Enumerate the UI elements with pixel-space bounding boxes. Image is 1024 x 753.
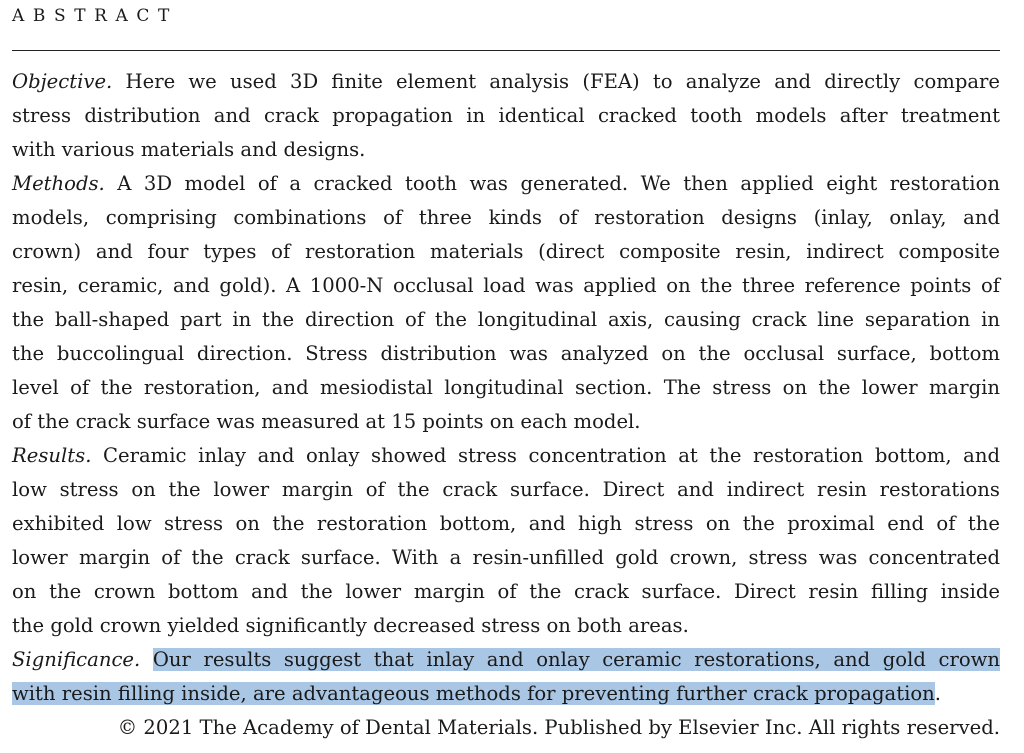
heading-divider [12, 50, 1000, 51]
text-line [12, 541, 1000, 575]
objective-line: stress distribution and crack propagation in identical cracked tooth models after treatment [12, 104, 1000, 127]
objective-line: with various materials and designs. [12, 138, 366, 161]
text-line [12, 371, 1000, 405]
abstract-heading: ABSTRACT [12, 6, 178, 26]
text-line [12, 575, 1000, 609]
text-line [12, 303, 1000, 337]
text-line [12, 99, 1000, 133]
methods-line: A 3D model of a cracked tooth was generated. We then applied eight restoration [117, 172, 1000, 195]
highlighted-text[interactable]: Our results suggest that inlay and onlay ceramic restorations, and gold crown [152, 648, 1001, 671]
methods-line: models, comprising combinations of three kinds of restoration designs (inlay, onlay, and [12, 206, 1000, 229]
results-line: on the crown bottom and the lower margin of the crack surface. Direct resin filling inside [12, 580, 1000, 603]
methods-line: the buccolingual direction. Stress distribution was analyzed on the occlusal surface, bottom [12, 342, 1000, 365]
significance-label: Significance. [12, 648, 141, 671]
results-line: exhibited low stress on the restoration bottom, and high stress on the proximal end of the [12, 512, 1000, 535]
text-line [12, 677, 1000, 711]
methods-line: crown) and four types of restoration materials (direct composite resin, indirect composite [12, 240, 1000, 263]
objective-label: Objective. [12, 70, 113, 93]
text-line [12, 609, 1000, 643]
abstract-section [12, 0, 1000, 745]
text-line [12, 167, 1000, 201]
methods-paragraph [12, 167, 1000, 439]
text-line [12, 439, 1000, 473]
copyright-notice: © 2021 The Academy of Dental Materials. Published by Elsevier Inc. All rights reserved. [117, 716, 1000, 739]
period: . [934, 682, 942, 705]
text-line [12, 473, 1000, 507]
objective-line: Here we used 3D finite element analysis (FEA) to analyze and directly compare [125, 70, 1001, 93]
results-line: lower margin of the crack surface. With a resin-unfilled gold crown, stress was concentrated [12, 546, 1000, 569]
significance-paragraph [12, 643, 1000, 711]
methods-label: Methods. [12, 172, 105, 195]
methods-line: the ball-shaped part in the direction of the longitudinal axis, causing crack line separation in [12, 308, 1000, 331]
text-line [12, 507, 1000, 541]
objective-paragraph [12, 65, 1000, 167]
text-line [12, 269, 1000, 303]
text-line [12, 65, 1000, 99]
methods-line: of the crack surface was measured at 15 points on each model. [12, 410, 641, 433]
text-line [12, 643, 1000, 677]
results-paragraph [12, 439, 1000, 643]
methods-line: resin, ceramic, and gold). A 1000-N occlusal load was applied on the three reference points of [12, 274, 1000, 297]
text-line [12, 337, 1000, 371]
text-line [12, 201, 1000, 235]
text-line [12, 133, 1000, 167]
abstract-body [12, 65, 1000, 745]
results-label: Results. [12, 444, 92, 467]
highlighted-text[interactable]: with resin filling inside, are advantageous methods for preventing further crack propagation [12, 682, 935, 705]
results-line: low stress on the lower margin of the crack surface. Direct and indirect resin restorations [12, 478, 1000, 501]
results-line: Ceramic inlay and onlay showed stress concentration at the restoration bottom, and [103, 444, 1000, 467]
results-line: the gold crown yielded significantly decreased stress on both areas. [12, 614, 689, 637]
text-line [12, 405, 1000, 439]
methods-line: level of the restoration, and mesiodistal longitudinal section. The stress on the lower margin [12, 376, 1000, 399]
text-line [12, 235, 1000, 269]
